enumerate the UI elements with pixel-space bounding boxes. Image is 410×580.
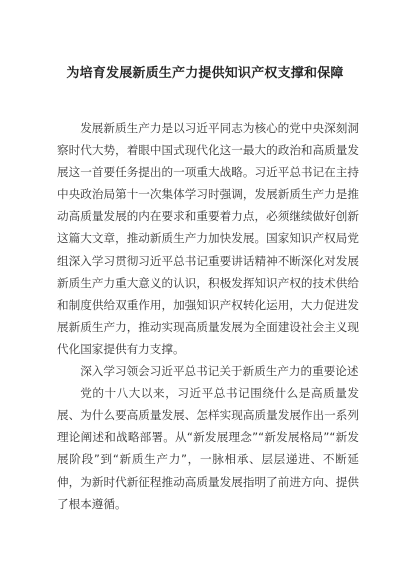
section-heading: 深入学习领会习近平总书记关于新质生产力的重要论述 [80,364,359,379]
document-title: 为培育发展新质生产力提供知识产权支撑和保障 [66,66,344,81]
paragraph-history: 党的十八大以来，习近平总书记围绕什么是高质量发展、为什么要高质量发展、怎样实现高质量发展作出一系列理论阐述和战略部署。从“新发展理念”“新发展格局”“新发展阶段”到“新质生产力”，一脉相承、层层递进、不断延伸，为新时代新征程推动高质量发展指明了前进方向、提供了根本遵循。 [57,386,359,511]
document-body [57,117,359,515]
paragraph-intro: 发展新质生产力是以习近平同志为核心的党中央深刻洞察时代大势，着眼中国式现代化这一最大的政治和高质量发展这一首要任务提出的一项重大战略。习近平总书记在主持中央政治局第十一次集体学习时强调，发展新质生产力是推动高质量发展的内在要求和重要着力点，必须继续做好创新这篇大文章，推动新质生产力加快发展。国家知识产权局党组深入学习贯彻习近平总书记重要讲话精神不断深化对发展新质生产力重大意义的认识，积极发挥知识产权的技术供给和制度供给双重作用，加强知识产权转化运用，大力促进发展新质生产力，推动实现高质量发展为全面建设社会主义现代化国家提供有力支撑。 [57,121,359,356]
